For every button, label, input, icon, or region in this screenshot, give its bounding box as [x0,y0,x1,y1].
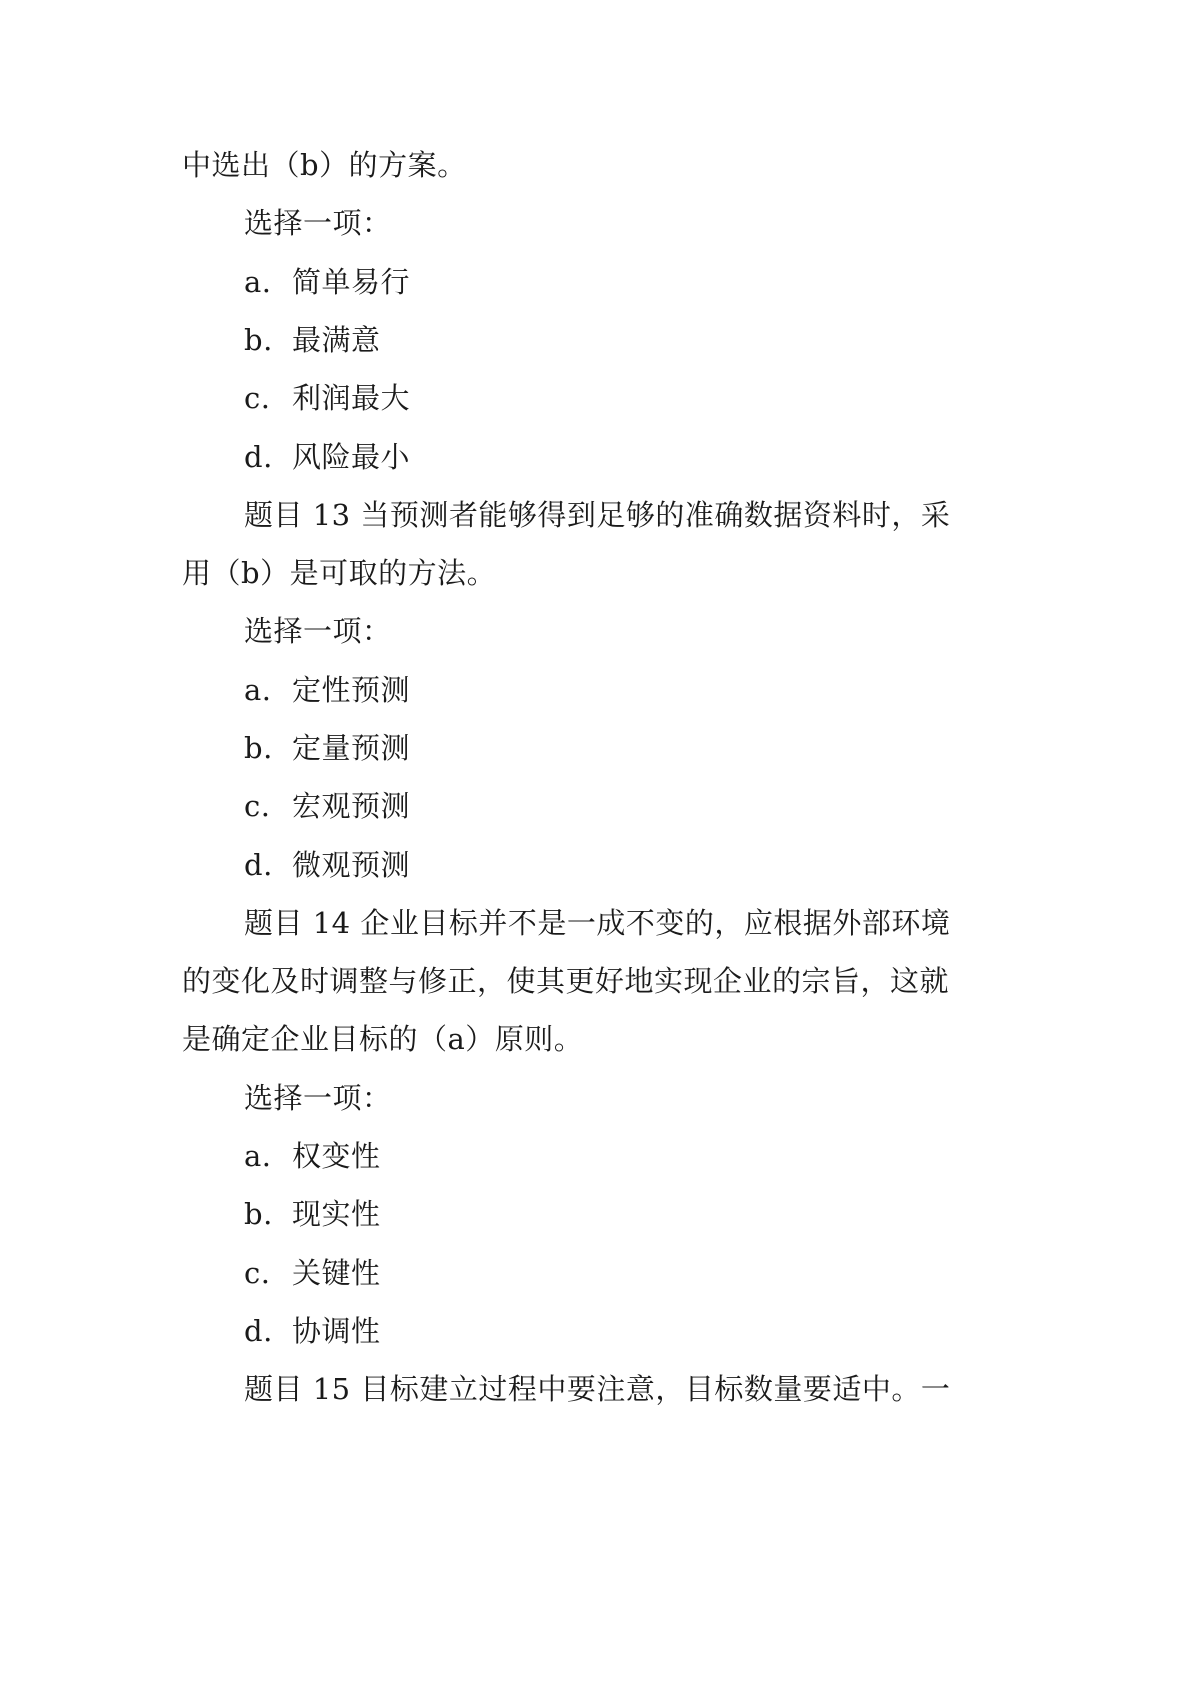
question-14-option-a [244,1136,381,1176]
question-12-text-continuation: 中选出（b）的方案。 [182,148,467,182]
option-letter: a. [244,1139,272,1173]
option-text: 宏观预测 [292,789,411,823]
question-12-option-b [244,320,381,360]
question-14-option-c [244,1253,381,1293]
option-text: 关键性 [292,1256,381,1290]
question-14-text-line-3: 是确定企业目标的（a）原则。 [182,1022,584,1056]
option-letter: a. [244,673,272,707]
option-text: 定性预测 [292,673,411,707]
option-letter: b. [244,731,273,765]
option-letter: a. [244,265,272,299]
question-14-option-d [244,1311,381,1351]
option-text: 风险最小 [292,440,411,474]
option-text: 最满意 [292,323,381,357]
question-13-option-a [244,670,410,710]
question-13-option-c [244,786,410,826]
question-14-option-b [244,1194,381,1234]
question-14-text-line-2: 的变化及时调整与修正，使其更好地实现企业的宗旨，这就 [182,964,950,998]
option-letter: d. [244,440,273,474]
option-letter: c. [244,381,271,415]
option-text: 微观预测 [292,848,411,882]
question-12-option-c [244,378,410,418]
question-13-choose-label: 选择一项： [244,614,392,648]
option-text: 简单易行 [292,265,411,299]
option-text: 权变性 [292,1139,381,1173]
question-13-option-b [244,728,410,768]
option-letter: c. [244,1256,271,1290]
option-text: 协调性 [292,1314,381,1348]
question-12-option-a [244,262,410,302]
question-15-text-line-1: 题目 15 目标建立过程中要注意，目标数量要适中。一 [244,1372,951,1406]
question-13-option-d [244,845,410,885]
option-text: 利润最大 [292,381,411,415]
option-letter: b. [244,323,273,357]
question-12-choose-label: 选择一项： [244,206,392,240]
option-letter: b. [244,1197,273,1231]
question-13-text-line-1: 题目 13 当预测者能够得到足够的准确数据资料时，采 [244,498,951,532]
option-text: 定量预测 [292,731,411,765]
option-letter: d. [244,848,273,882]
question-12-option-d [244,437,410,477]
question-14-choose-label: 选择一项： [244,1081,392,1115]
option-letter: d. [244,1314,273,1348]
question-14-text-line-1: 题目 14 企业目标并不是一成不变的，应根据外部环境 [244,906,951,940]
option-letter: c. [244,789,271,823]
question-13-text-line-2: 用（b）是可取的方法。 [182,556,497,590]
option-text: 现实性 [292,1197,381,1231]
